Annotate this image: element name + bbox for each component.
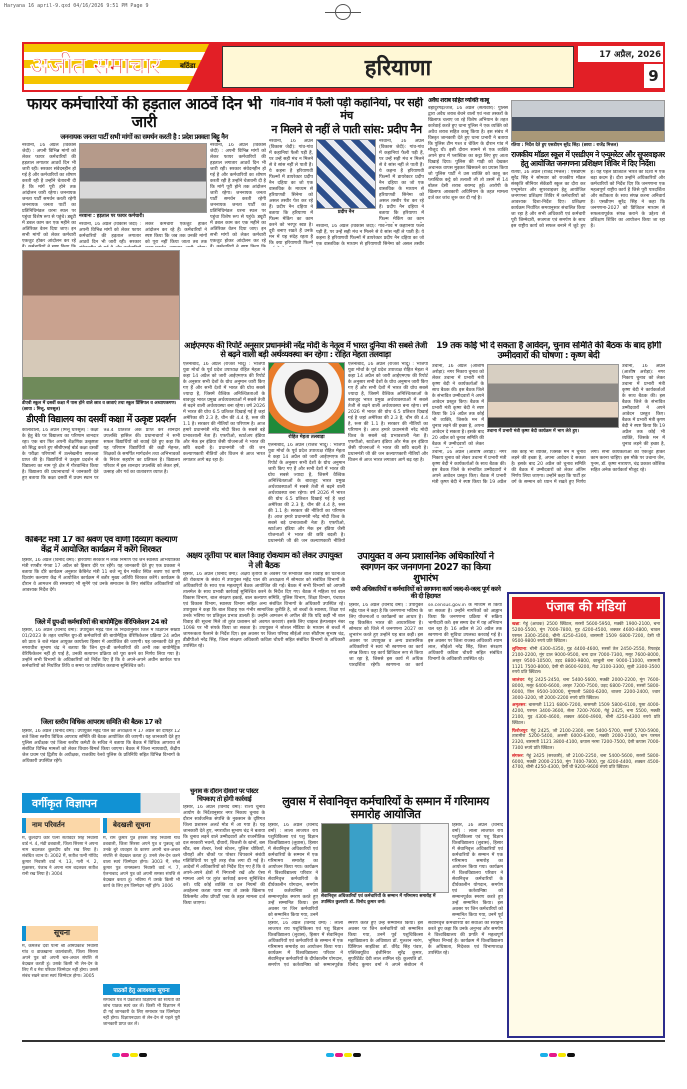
article-census-training	[511, 100, 665, 316]
headline-luvas-ceremony: लुवास में सेवानिवृत्त कर्मचारियों के सम्मान में गरिमामय समारोह आयोजित	[282, 795, 489, 822]
imf-middle	[268, 362, 345, 543]
caption-fire-strike: नरवाना : हड़ताल पर फायर कर्मचारी।	[79, 214, 145, 220]
left-briefs	[22, 536, 180, 788]
mandi-city: अमृतसर	[512, 703, 526, 709]
mandi-city: खन्ना	[512, 622, 520, 627]
classified-name-change-header: नाम परिवर्तन	[22, 818, 100, 833]
headline-cabinet-minister: कैबिनेट मंत्री 17 को श्रवण एवं वाणी दिव्यांग कल्याण केंद्र में आयोजित कार्यक्रम में करेंगे शिरकत	[25, 536, 177, 555]
mandi-city: लुधियाना	[512, 647, 527, 653]
article-liquor	[428, 97, 508, 325]
article-body-poster-action: हिसार, 16 अप्रैल (विनोद वर्मा): राज्य चुनाव आयोग के निर्देशानुसार नगर निकाय चुनाव के दौरान सार्वजनिक संपत्ति के नुकसान के दृष्टिगत जिला प्रशासन अलर्ट मोड में आ गया है। यह जानकारी देते हुए, नगराधीश सुभाष चंद्र ने बताया कि चुनाव लड़ने वाले उम्मीदवारों और राजनीतिक दल सरकारी भवनों, दीवारों, बिजली के खंभों, बस स्टैंड, बस शेल्टर, रेलवे स्टेशन, पुलिस चौकियों, चौराहों और चौकों पर पोस्टर चिपकाने संबंधी गतिविधियों पर पूरी तरह रोक लगा दी गई है। आदेशों में अधिकारियों को निर्देश दिए गए हैं कि वे अपने-अपने क्षेत्रों में निगरानी रखें और ऐसा मामला आने पर तुरंत कार्रवाई करना सुनिश्चित करें। यदि कोई व्यक्ति या दल नियमों की अवहेलना करता पाया गया तो उसके खिलाफ डिफेसमेंट ऑफ प्रॉपर्टी एक्ट के तहत मामला दर्ज किया जाएगा।	[183, 805, 265, 907]
subhead-census-2027: सभी अधिकारियों व कर्मचारियों को स्वगणना कार्य जल्द-से-जल्द पूर्ण करने की दी हिदायत	[350, 585, 501, 601]
article-body-luvas-b: हिसार, 16 अप्रैल (विनोद वर्मा) : लाला लाजपत राय पशुचिकित्सा एवं पशु विज्ञान विश्वविद्यालय (लुवास), हिसार में सेवानिवृत्त अधिकारियों एवं कर्मचारियों के सम्मान में एक गरिमामय समारोह का आयोजन किया गया। कार्यक्रम में विश्वविद्यालय परिवार ने सेवानिवृत्त कर्मचारियों के दीर्घकालीन योगदान, समर्पण एवं कर्तव्यनिष्ठा को सम्मानपूर्वक स्मरण करते हुए उन्हें सम्मानित किया। इस अवसर पर जिन कर्मचारियों को सम्मानित किया गया, उनमें पूर्व	[452, 823, 503, 919]
mandi-list	[512, 622, 660, 771]
photo-dav-students	[22, 250, 180, 400]
photo-fire-strikers	[79, 143, 207, 213]
article-child-marriage	[183, 551, 345, 782]
subhead-pradeep-nain: न मिलने से नहीं ले पाती सांस: प्रदीप नैन	[271, 123, 422, 137]
page-number: 9	[644, 64, 663, 88]
article-dav-result	[22, 250, 180, 532]
article-body-biometric: हिसार, 16 अप्रैल (विनोद वर्मा): उपायुक्त महेंद्र पाल के निर्देशानुसार जिले में विज्ञापन संख्या 01/2023 के तहत चयनित ग्रुप-डी कर्मचारियों की बायोमैट्रिक वेरिफिकेशन प्रक्रिया 24 अप्रैल को प्रातः 9 बजे मंडल आयुक्त कार्यालय हिसार में आयोजित की जाएगी। यह जानकारी देते हुए नगराधीश सुभाष चंद्र ने बताया कि जिन ग्रुप-डी कर्मचारियों की अभी तक बायोमैट्रिक वेरिफिकेशन नहीं हो पाई है, उनकी सत्यापन प्रक्रिया को पूरा करने का निर्णय लिया गया है। उन्होंने सभी विभागों के अधिकारियों को निर्देश दिए हैं कि वे अपने-अपने अधीन कार्यरत पात्र कर्मचारियों को निर्धारित तिथि व समय पर उपस्थित करवाना सुनिश्चित करें।	[22, 628, 180, 670]
headline-poster-action: चुनाव के दौरान दीवारों पर पोस्टर चिपकाए तो होगी कार्रवाई	[189, 788, 258, 803]
edition-label: बठिंडा	[180, 62, 196, 70]
headline-krishan-bedi: 19 तक कोई भी दे सकता है आवेदन, चुनाव समिति की बैठक के बाद होगी उम्मीदवारों की घोषणा : कृष्ण बेदी	[436, 341, 661, 362]
luvas-photo-block	[321, 823, 449, 919]
imf-columns	[183, 362, 428, 543]
article-body-luvas-a: हिसार, 16 अप्रैल (विनोद वर्मा) : लाला लाजपत राय पशुचिकित्सा एवं पशु विज्ञान विश्वविद्यालय (लुवास), हिसार में सेवानिवृत्त अधिकारियों एवं कर्मचारियों के सम्मान में एक गरिमामय समारोह का आयोजन किया गया। कार्यक्रम में विश्वविद्यालय परिवार ने सेवानिवृत्त कर्मचारियों के दीर्घकालीन योगदान, समर्पण एवं कर्तव्यनिष्ठा को सम्मानपूर्वक स्मरण करते हुए उन्हें सम्मानित किया। इस अवसर पर जिन कर्मचारियों को सम्मानित किया गया, उनमें	[268, 823, 318, 919]
photo-census-training	[511, 100, 665, 142]
readers-notice-text: समाचार पत्र में प्रकाशित विज्ञापनों की सत्यता की जांच पाठक स्वयं कर लें। किसी भी विज्ञापन में दी गई जानकारी के लिए समाचार पत्र जिम्मेदार नहीं होगा। विज्ञापनदाता से लेन-देन से पहले पूरी जानकारी प्राप्त कर लें।	[103, 998, 180, 1027]
headline-census-2027: उपायुक्त व अन्य प्रशासनिक अधिकारियों ने स्वगणन कर जनगणना 2027 का किया शुभारंभ	[357, 551, 494, 585]
classified-eviction-text: मैं, राम कुमार पुत्र हरबंस सिंह निवासी गांव डबवाली, जिला सिरसा अपने पुत्र व पुत्रवधू को उनके बुरे व्यवहार के कारण अपनी चल-अचल संपत्ति से बेदखल करता हूं। उनसे लेन-देन करने वाला स्वयं जिम्मेदार होगा। 3003 मैं, रमेश कुमार पुत्र रामस्वरूप निवासी वार्ड नं. 7, ऐलनाबाद अपने पुत्र को अपनी समस्त संपत्ति से बेदखल करता हूं। भविष्य में उसके किसी भी कार्य के लिए हम जिम्मेदार नहीं होंगे। 3006	[103, 836, 180, 889]
caption-luvas-ceremony: सेवानिवृत्त अधिकारियों एवं कर्मचारियों के सम्मान में गरिमामय समारोह में उपस्थित कुलपति डॉ. विनोद कुमार वर्मा।	[321, 894, 436, 906]
punjab-mandi-title: पंजाब की मंडियां	[512, 597, 660, 619]
mandi-city: जालंधर	[512, 678, 524, 684]
mandi-entry	[512, 754, 660, 771]
classified-notice-text: मैं, कमलेश देवी पत्नी श्री ओमप्रकाश निवासी गांव व डाकखाना कालांवाली, जिला सिरसा अपने पुत्र को अपनी चल-अचल संपत्ति से बेदखल करती हूं। उसके किसी भी लेन-देन के लिए मैं व मेरा परिवार जिम्मेदार नहीं होगा। उससे संबंध रखने वाला स्वयं जिम्मेदार होगा। 3005	[22, 944, 98, 979]
article-body-imf-c: ऐलनाबाद, 16 अप्रैल (राजेश भादू) : भाजपा युवा मोर्चा के पूर्व प्रदेश उपाध्यक्ष रोहित मेहता ने कहा 14 अप्रैल को जारी आईएमएफ की रिपोर्ट के अनुसार सभी देशों के ग्रोथ अनुमान जारी किए गए हैं और सभी देशों में भारत की ग्रोथ सबसे ज्यादा है, जिसमें वैश्विक अनिश्चितताओं के बावजूद भारत प्रमुख अर्थव्यवस्थाओं में सबसे तेजी से बढ़ने वाली अर्थव्यवस्था बना रहेगा। वर्ष 2026 में भारत की ग्रोथ 6.5 प्रतिशत दिखाई गई है जहां अमेरिका की 2.3 है, चीन की 4.4 है, रूस की 1.1 है। सरकार की नीतियों का परिणाम है। आज हमारे प्रधानमंत्री नरेंद्र मोदी विश्व के सबसे बड़े प्रभावशाली नेता हैं। एफपीओ, स्टार्टअप इंडिया और मेक इन इंडिया जैसी योजनाओं ने भारत की छवि बदली है। प्रधानमंत्री जी की जन कल्याणकारी नीतियों और विजन से आज भारत लगातार आगे बढ़ रहा है।	[348, 361, 428, 463]
color-registration-bar	[22, 1052, 665, 1058]
paper-logo: अजीत समाचार	[30, 51, 160, 80]
mandi-city: संगरूर	[512, 753, 523, 759]
article-fire-strike	[22, 96, 266, 247]
article-pradeep-nain	[269, 97, 424, 247]
article-body-bedi-a: उचाना, 16 अप्रैल (आशीष अरोड़ा): नगर निकाय चुनाव को लेकर उचाना में प्रभारी मंत्री कृष्ण बेदी ने कार्यकर्ताओं के साथ बैठक की। इस बैठक जिले के संभावित उम्मीदवारों ने अपने आवेदन प्रस्तुत किए। बैठक में प्रभारी मंत्री कृष्ण बेदी ने स्पष्ट किया कि 19 अप्रैल तक कोई भी व्यक्ति, जिसके मन में चुनाव लड़ने की इच्छा है, अपना आवेदन दे सकता है। इसके बाद 20 अप्रैल को चुनाव समिति की बैठक में उम्मीदवारों को लेकर	[432, 363, 484, 447]
headline-pradeep-nain: गांव-गांव में फैली पड़ी कहानियां, पर सही मंच	[270, 97, 423, 122]
headline-liquor: अवैध शराब सहित व्यक्ति काबू	[428, 97, 489, 104]
fire-strike-columns	[22, 143, 266, 247]
article-luvas-ceremony	[268, 795, 503, 1036]
mandi-rates: : गेहूं 2425, जौ 2100-2300, चना 5400-5700, सरसों 5700-5900, तारामीरा 5200-5400, अलसी 6000-6300, मक्की 2000-2100, धान परमल 2320, बासमती 1121 3800-4100, कपास नरमा 7200-7500, देसी कपास 7000-7300 रुपये प्रति क्विंटल।	[512, 728, 660, 751]
classified-name-change-text: मैं, कुलदीप कौर पत्नी सतविंदर सिंह निवासी वार्ड नं. 4, मंडी डबवाली, जिला सिरसा ने अपना नाम बदलकर कुलदीप कौर रख लिया है। संबंधित ध्यान दें। 3002 मैं, सतीश पत्नी गोविंद कुमार निवासी वार्ड नं. 13, गली नं. 2, मुक्तसर, पंजाब ने अपना नाम बदलकर सतीश रानी रख लिया है। 3004	[22, 836, 98, 877]
classified-notice-header: सूचना	[22, 926, 98, 941]
article-census-2027	[349, 551, 502, 782]
article-body-cabinet-minister: हिसार, 16 अप्रैल (विनोद वर्मा): हरियाणा सरकार में लोक निर्माण एवं जन स्वास्थ्य अभियांत्रिकी मंत्री रणबीर गंगवा 17 अप्रैल को हिसार दौरे पर रहेंगे। यह जानकारी देते हुए एक प्रवक्ता ने बताया कि दौरे कार्यक्रम अनुसार कैबिनेट मंत्री 11 बजे न्यू ग्रेन मार्केट स्थित श्रवण एवं वाणी दिव्यांग कल्याण केंद्र में आयोजित कार्यक्रम में बतौर मुख्य अतिथि शिरकत करेंगे। कार्यक्रम के दौरान वे आमजन की समस्याएं भी सुनेंगे एवं उनके समाधान के लिए संबंधित अधिकारियों को आवश्यक निर्देश देंगे।	[22, 557, 180, 593]
pradeep-photo-block	[316, 139, 376, 223]
photo-luvas-ceremony	[321, 823, 449, 893]
classified-header: वर्गीकृत विज्ञापन	[22, 793, 180, 813]
pradeep-columns	[269, 139, 424, 247]
mandi-rates: : बासमती 1121 6800-7200, बासमती 1509 5800-6100, पूसा 4000-4200, परमल 3400-3600, सेला 7200-7600, गेहूं 2425, चना 5500, मक्की 2100, गुड़ 4300-4600, शक्कर 4600-4900, चीनी 4250-4300 रुपये प्रति क्विंटल।	[512, 703, 660, 726]
section-title: हरियाणा	[222, 46, 574, 88]
headline-census-training: राजकीय मॉडल स्कूल में एसडीएम ने एन्यूमरेटर और सुपरवाइजर हेतु आयोजित जनगणना प्रशिक्षण शिविर में दिए निर्देश।	[511, 150, 665, 168]
readers-notice-header: पाठकों हेतु आवश्यक सूचना	[103, 984, 180, 995]
mandi-entry	[512, 678, 660, 701]
mandi-entry	[512, 729, 660, 752]
article-body-pradeep-a: नरवाना, 16 अप्रैल (विकास जेदी): गांव-गांव में कहानियां फैली पड़ी हैं, पर उन्हें सही मंच न मिलने से वे सांस नहीं ले पाती हैं। ये कहना है हरियाणवी फिल्मों में डायरेक्टर प्रदीप नैन दहिया का जो एक वास्तविक के माध्यम से हरियाणवी सिनेमा को असल तस्वीर पेश कर रहे हैं। प्रदीप नैन दहिया ने बताया कि हरियाणा में फिल्म मेकिंग का काम करने को भरपूर स्वप्न है। दूरी बनाए रखते हैं उनके मन में यह संदेह रहता है कि क्या हरियाणवी फिल्में	[269, 138, 313, 246]
article-body-fire-strike-b: नरवाना, 16 अप्रैल (विकास जेदी) : अपनी विभिन्न मांगों को लेकर फायर कर्मचारियों की हड़ताल लगातार आठवें दिन भी जारी रही। सरकार संवेदनहीन हो गई है और कर्मचारियों का शोषण करती रही है उन्होंने चेतावनी दी है कि मांगें पूरी होने तक आंदोलन जारी रहेगा। जननायक जनता पार्टी समर्थन करती रहेगी जननायक जनता पार्टी का प्रतिनिधिमंडल धरना स्थल पर पहुंचा विशेष रूप से पहुंचे। ड्यूटी में डबल काम कर एक महीने का अतिरिक्त वेतन दिया जाए। इन सभी मांगों को लेकर कर्मचारी एकजुट होकर आंदोलन कर रहे	[210, 143, 266, 245]
mandi-rates: : गेहूं (आवक) 2500 क्विंटल, सरसों 5600-5950, मक्की 1900-2100, चना 5200-5500, मूंग 7000-7800, गुड़ 4200-4500, शक्कर 4600-4800, चावल परमल 3300-3500, चीनी 4250-4300, बासमती 1509 6800-7200, देसी घी 9500-9800 रुपये प्रति क्विंटल।	[512, 622, 660, 645]
punjab-mandi-box	[507, 592, 665, 1038]
article-body-luvas-c: हिसार, 16 अप्रैल (विनोद वर्मा) : लाला लाजपत राय पशुचिकित्सा एवं पशु विज्ञान विश्वविद्यालय (लुवास), हिसार में सेवानिवृत्त अधिकारियों एवं कर्मचारियों के सम्मान में एक गरिमामय समारोह का आयोजन किया गया। कार्यक्रम में विश्वविद्यालय परिवार ने सेवानिवृत्त कर्मचारियों के दीर्घकालीन योगदान, समर्पण एवं कर्तव्यनिष्ठा को सम्मानपूर्वक स्मरण करते हुए उन्हें सम्मानित किया। इस अवसर पर जिन कर्मचारियों को सम्मानित किया गया, उनमें पूर्व पशुचिकित्सा महाविद्यालय के अधिष्ठाता डॉ. गुलशन नारंग, प्रिंसिपल साइंटिस्ट डॉ. वीरेंद्र सिंह पंवार, एक्जिक्यूटिव इंजीनियर सुरेंद्र कुमार, सुपरिंटेंडेंट देवी लाल शामिल रहे। कुलपति डॉ. विनोद कुमार वर्मा ने अपने संबोधन में सेवानिवृत्त कर्मचारियों की सेवाओं की सराहना करते हुए कहा कि उनके अनुभव और समर्पण ने विश्वविद्यालय की प्रगति में महत्वपूर्ण भूमिका निभाई है। कार्यक्रम में विश्वविद्यालय के अधिष्ठाता, निदेशक एवं विभागाध्यक्ष उपस्थित रहे।	[268, 921, 503, 969]
pradeep-right	[316, 139, 424, 247]
luvas-photo-row	[268, 823, 503, 919]
article-body-pradeep-b: नरवाना, 16 अप्रैल (विकास जेदी): गांव-गांव में कहानियां फैली पड़ी हैं, पर उन्हें सही मंच न मिलने से वे सांस नहीं ले पाती हैं। ये कहना है हरियाणवी फिल्मों में डायरेक्टर प्रदीप नैन दहिया का जो एक वास्तविक के माध्यम से हरियाणवी सिनेमा को असल तस्वीर पेश कर रहे हैं। प्रदीप नैन दहिया ने बताया कि हरियाणा में फिल्म मेकिंग का काम	[379, 138, 424, 222]
mandi-entry	[512, 647, 660, 676]
caption-census-training: रतिया : निर्देश देते हुए एसडीएम सुरेंद्र सिंह। (छाया : राजेंद्र मित्तल)	[511, 143, 619, 148]
mandi-entry	[512, 622, 660, 645]
subhead-fire-strike: जननायक जनता पार्टी सभी मांगों का समर्थन करती है : प्रदेश प्रवक्ता बिट्टू नैन	[60, 132, 228, 141]
article-body-legal-committee: हिसार, 16 अप्रैल (विनोद वर्मा): उपायुक्त महेंद्र पाल की अध्यक्षता में 17 अप्रैल को दोपहर 12 बजे जिला स्तरीय विधिक आपराध समिति की बैठक आयोजित की जाएगी। यह जानकारी देते हुए पुलिस अधीक्षक एवं जिला स्तरीय कमेटी के सचिव ने बताया कि बैठक में विधिक आपराध से संबंधित विभिन्न मामलों को लेकर विचार-विमर्श किया जाएगा। बैठक में जिला न्यायवादी, केंद्रीय जेल प्रथम एवं द्वितीय के अधीक्षक, राजकीय रेलवे पुलिस के प्रतिनिधि सहित विभिन्न विभागों के अधिकारी उपस्थित रहेंगे।	[22, 728, 180, 764]
article-body-imf-b: ऐलनाबाद, 16 अप्रैल (राजेश भादू) : भाजपा युवा मोर्चा के पूर्व प्रदेश उपाध्यक्ष रोहित मेहता ने कहा 14 अप्रैल को जारी आईएमएफ की रिपोर्ट के अनुसार सभी देशों के ग्रोथ अनुमान जारी किए गए हैं और सभी देशों में भारत की ग्रोथ सबसे ज्यादा है, जिसमें वैश्विक अनिश्चितताओं के बावजूद भारत प्रमुख अर्थव्यवस्थाओं में सबसे तेजी से बढ़ने वाली अर्थव्यवस्था बना रहेगा। वर्ष 2026 में भारत की ग्रोथ 6.5 प्रतिशत दिखाई गई है जहां अमेरिका की 2.3 है, चीन की 4.4 है, रूस की 1.1 है। सरकार की नीतियों का परिणाम है। आज हमारे प्रधानमंत्री नरेंद्र मोदी विश्व के सबसे बड़े प्रभावशाली नेता हैं। एफपीओ, स्टार्टअप इंडिया और मेक इन इंडिया जैसी योजनाओं ने भारत की छवि बदली है। प्रधानमंत्री जी की जन कल्याणकारी नीतियों	[268, 442, 345, 543]
print-slug: Haryana 16 april-9.qxd 04/16/2026 9:51 PM Page 9	[4, 3, 149, 9]
headline-dav-result: डीएवी विद्यालय का दसवीं कक्षा में उत्कृष्ट प्रदर्शन	[26, 414, 176, 425]
mandi-rates: : गेहूं 2425-2450, चना 5400-5600, मक्की 2000-2200, मूंग 7600-8000, मसूर 6400-6600, अरहर 7200-7500, उड़द 6800-7200, सरसों 5800-6000, तिल 9500-10000, मूंगफली 5800-6200, बाजरा 2200-2400, ज्वार 3000-3200, जौ 2000-2200 रुपये प्रति क्विंटल।	[512, 678, 660, 701]
article-body-dav-result: कालांवाली, 16 अप्रैल (मित्तू धारसूल) : कक्षा के हेतु बैठे पर विद्यालय का परिणाम शानदार रहा। एक बार फिर अपनी शैक्षणिक उत्कृष्टता को सिद्ध करते हुए सीबीएसई बोर्ड कक्षा दसवीं के परीक्षा परिणामों में उल्लेखनीय सफलता प्राप्त की है। विद्यार्थियों ने उत्कृष्ट प्रदर्शन से विद्यालय का नाम पूरे क्षेत्र में गौरवान्वित किया है। विद्यालय की प्रधानाचार्या ने जानकारी देते हुए बताया कि कक्षा दसवीं में प्रथम स्थान पर 98.4 प्रतिशत अंक प्राप्त कर शानदार उपलब्धि हासिल की। प्रधानाचार्या ने सभी सफल विद्यार्थियों को बधाई देते हुए कहा कि यह परिणाम विद्यार्थियों की कड़ी मेहनत, शिक्षकों के समर्पित मार्गदर्शन तथा अभिभावकों के निरंतर सहयोग का प्रतिफल है। विद्यालय परिवार में इस शानदार उपलब्धि को लेकर हर्ष, उत्साह और गर्व का वातावरण व्याप्त है।	[22, 427, 180, 481]
headline-child-marriage: अक्षय तृतीया पर बाल विवाह रोकथाम को लेकर उपायुक्त ने ली बैठक	[186, 551, 342, 570]
classified-eviction-header: बेदखली सूचना	[103, 818, 180, 833]
issue-date: 17 अप्रैल, 2026	[578, 46, 663, 62]
fire-strike-middle	[79, 143, 207, 247]
article-body-fire-strike-a: नरवाना, 16 अप्रैल (विकास जेदी) : अपनी विभिन्न मांगों को लेकर फायर कर्मचारियों की हड़ताल लगातार आठवें दिन भी जारी रही। सरकार संवेदनहीन हो गई है और कर्मचारियों का शोषण करती रही है उन्होंने चेतावनी दी है कि मांगें पूरी होने तक आंदोलन जारी रहेगा। जननायक जनता पार्टी समर्थन करती रहेगी जननायक जनता पार्टी का प्रतिनिधिमंडल धरना स्थल पर पहुंचा विशेष रूप से पहुंचे। ड्यूटी में डबल काम कर एक महीने का अतिरिक्त वेतन दिया जाए। इन सभी मांगों को लेकर कर्मचारी एकजुट होकर आंदोलन कर रहे	[22, 143, 76, 245]
registration-mark-line	[325, 12, 361, 13]
headline-fire-strike: फायर कर्मचारियों की हड़ताल आठवें दिन भी जारी	[26, 96, 262, 131]
photo-krishan-bedi	[487, 364, 619, 428]
mandi-city: फिरोजपुर	[512, 728, 528, 734]
article-body-liquor: बहादुरगढ़/जेजे, 16 अप्रैल (सत्यवीर): पुलिस द्वारा अवैध शराब बेचने वालों एवं नशा तस्करों के खिलाफ चलाए जा रहे विशेष अभियान के तहत कार्रवाई करते हुए थाना पुलिस ने एक व्यक्ति को अवैध शराब सहित काबू किया है। इस संबंध में विस्तृत जानकारी देते हुए थाना प्रभारी ने बताया कि पुलिस टीम गश्त व चेकिंग के दौरान गांव में मौजूद थी। इसी दौरान सामने से एक व्यक्ति अपने हाथ में प्लास्टिक का कट्टा लिए हुए आता दिखाई दिया। पुलिस की गाड़ी को देखकर अचानक वापस मुड़कर खिसकने का प्रयास किया जो पुलिस पार्टी ने उस व्यक्ति को काबू कर प्लास्टिक कट्टे को तलाशी ली तो उसमें से 14 बोतल देसी शराब बरामद हुई। आरोपी के खिलाफ आबकारी अधिनियम के तहत मामला दर्ज कर जांच शुरू कर दी गई है।	[428, 106, 508, 202]
caption-dav-students: डीएवी स्कूल में दसवीं कक्षा में पास होने वाले छात्र व छात्राएं तथा स्कूल प्रिंसिपल व अध्यापकगण। (छाया : मित्तू, धारसूल)	[22, 401, 177, 412]
article-body-census-2027: हिसार, 16 अप्रैल (विनोद वर्मा) : उपायुक्त महेंद्र पाल ने कहा है कि जनगणना भविष्य के लिए योजनाओं व कार्यक्रमों का आधार है। यह विकसित भारत की आधारशिला है। सोमवार को जिले में जनगणना 2027 का शुभारंभ करते हुए उन्होंने यह बात कही। इस अवसर पर उपायुक्त व अन्य प्रशासनिक अधिकारियों ने स्वयं भी स्वगणना का कार्य संपन्न किया। यह कार्य डिजिटल रूप से किया जा रहा है, जिससे इस कार्य में अधिक पारदर्शिता रहेगी। स्वगणना का कार्य se.census.gov.in के माध्यम से किया जा सकता है। उन्होंने नागरिकों को आह्वान किया कि जनगणना प्रक्रिया में सक्रिय भागीदारी करें। इस समय देश में यह अभियान चल रहा है। 16 अप्रैल से 30 अप्रैल तक स्वगणना की सुविधा उपलब्ध करवाई गई है। इस अवसर पर जिला राजस्व अधिकारी श्याम लाल, सीईओ नरेंद्र सिंह, जिला संरक्षण अधिकारी कविता चौधरी सहित संबंधित विभागों के अधिकारी उपस्थित रहे।	[349, 602, 502, 668]
article-body-child-marriage: हिसार, 16 अप्रैल (विनोद वर्मा): अक्षय तृतीया के अवसर पर संभावित बाल विवाह की घटनाओं की रोकथाम के संबंध में उपायुक्त महेंद्र पाल की अध्यक्षता में सोमवार को संबंधित विभागों के अधिकारियों के साथ एक महत्वपूर्ण बैठक आयोजित की गई। बैठक में सभी विभागों को आपसी तालमेल के साथ प्रभावी कार्रवाई सुनिश्चित करने के निर्देश दिए गए। बैठक में महिला एवं बाल विकास विभाग, बाल संरक्षण इकाई, बाल कल्याण समिति, पुलिस विभाग, शिक्षा विभाग, पंचायत एवं विकास विभाग, स्वास्थ्य विभाग सहित अन्य संबंधित विभागों के अधिकारी उपस्थित रहे। उपायुक्त ने कहा कि बाल विवाह एक गंभीर सामाजिक कुरीति है, जो बच्चों के स्वास्थ्य, शिक्षा एवं उनके भविष्य पर प्रतिकूल प्रभाव डालती है। उन्होंने आमजन से अपील की कि यदि कहीं भी बाल विवाह की सूचना मिले तो तुरंत प्रशासन को अवगत करवाएं। इसके लिए चाइल्ड हेल्पलाइन नंबर 1098 पर भी संपर्क किया जा सकता है। उपायुक्त ने सोशल मीडिया के माध्यम से बच्चों में जागरूकता फैलाने के निर्देश दिए। इस अवसर पर जिला परिषद सीईओ तथा सीटीएम सुभाष चंद्र, डीडीपीओ नरेंद्र सिंह, जिला संरक्षण अधिकारी कविता चौधरी सहित संबंधित विभागों के अधिकारी उपस्थित रहे।	[183, 572, 345, 650]
headline-legal-committee: जिला स्तरीय विधिक आपराध समिति की बैठक 17 को	[40, 718, 162, 727]
article-poster-action	[183, 788, 265, 1036]
caption-pradeep-nain: प्रदीप नैन	[337, 209, 355, 215]
article-body-bedi-c: उचाना, 16 अप्रैल (आशीष अरोड़ा): नगर निकाय चुनाव को लेकर उचाना में प्रभारी मंत्री कृष्ण बेदी ने कार्यकर्ताओं के साथ बैठक की। इस बैठक जिले के संभावित उम्मीदवारों ने अपने आवेदन प्रस्तुत किए। बैठक में प्रभारी मंत्री कृष्ण बेदी ने स्पष्ट किया कि 19 अप्रैल तक कोई भी व्यक्ति, जिसके मन में चुनाव लड़ने की इच्छा है, अपना आवेदन दे सकता है। इसके बाद 20 अप्रैल को चुनाव समिति की बैठक में उम्मीदवारों को लेकर अंतिम निर्णय लिया जाएगा। उन्होंने कहा कि पार्टी हर वर्ग के सम्मान को ध्यान में रखते हुए निर्णय लेगी। सभी कार्यकर्ताओं को एकजुट होकर काम करना चाहिए। इस मौके पर उचाना जैन, पूनम, डॉ. कृष्ण नारायण, चंद्र प्रकाश कौशिक सहित अनेक कार्यकर्ता मौजूद रहे।	[432, 449, 665, 485]
bedi-photo-row	[432, 364, 665, 448]
article-body-pradeep-c: नरवाना, 16 अप्रैल (विकास जेदी): गांव-गांव में कहानियां फैली पड़ी हैं, पर उन्हें सही मंच न मिलने से वे सांस नहीं ले पाती हैं। ये कहना है हरियाणवी फिल्मों में डायरेक्टर प्रदीप नैन दहिया का जो एक वास्तविक के माध्यम से हरियाणवी सिनेमा को असल तस्वीर	[316, 223, 424, 247]
article-body-fire-strike-c: नरवाना, 16 अप्रैल (विकास जेदी) : अपनी विभिन्न मांगों को लेकर फायर कर्मचारियों की हड़ताल लगातार आठवें दिन भी जारी रही। सरकार लेकर कर्मचारी एकजुट होकर आंदोलन कर रहे हैं। कर्मचारियों ने स्पष्ट किया कि जब तक उनकी मांगों को पूरा नहीं किया जाता तब तक	[79, 222, 207, 246]
article-body-bedi-b: उचाना, 16 अप्रैल (आशीष अरोड़ा): नगर निकाय चुनाव को लेकर उचाना में प्रभारी मंत्री कृष्ण बेदी ने कार्यकर्ताओं के साथ बैठक की। इस बैठक जिले के संभावित उम्मीदवारों ने अपने आवेदन प्रस्तुत किए। बैठक में प्रभारी मंत्री कृष्ण बेदी ने स्पष्ट किया कि 19 अप्रैल तक कोई भी व्यक्ति, जिसके मन में चुनाव लड़ने की इच्छा है,	[622, 363, 665, 447]
bottom-rule	[22, 1040, 665, 1042]
article-imf-report	[183, 341, 428, 543]
caption-rohit-mehta: रोहित मेहता तलवाड़ा	[288, 434, 325, 440]
headline-imf-report: आईएमएफ की रिपोर्ट अनुसार प्रधानमंत्री नरेंद्र मोदी के नेतृत्व में भारत दुनिया की सबसे तेजी से बढ़ने वाली बड़ी अर्थव्यवस्था बन रहेगा : रोहित मेहता तलवाड़ा	[184, 341, 427, 360]
photo-pradeep-nain	[316, 139, 376, 209]
caption-krishan-bedi: उचाना में प्रभारी मंत्री कृष्ण बेदी कार्यक्रम में भाग लेते हुए।	[487, 428, 579, 434]
mandi-rates: : चीनी 4300-4350, गुड़ 4400-4600, सरसों तेल 2450-2550, रिफाइंड 2100-2200, मूंग दाल 9000-9500, चना दाल 7000-7300, मसूर 7600-8000, अरहर 9500-10500, उड़द 8800-9800, काबुली चना 9000-11000, बासमती 1121 7500-8000, देसी घी 8600-9200, मैदा 3100-3300, सूजी 3300-3500 रुपये प्रति क्विंटल।	[512, 647, 660, 676]
headline-biometric: जिले में ग्रुप-डी कर्मचारियों की बायोमैट्रिक वेरिफिकेशन 24 को	[35, 617, 167, 626]
mandi-entry	[512, 703, 660, 726]
article-body-census-training: रतिया, 16 अप्रैल (राजेंद्र मित्तल) : एसडीएम सुरेंद्र सिंह ने सोमवार को राजकीय मॉडल संस्कृति सीनियर सेकेंडरी स्कूल का दौरा कर एन्यूमरेटर और सुपरवाइजर हेतु आयोजित जनगणना प्रशिक्षण शिविर में कर्मचारियों को आवश्यक दिशा-निर्देश दिए। प्रशिक्षण कार्यक्रम निर्धारित समयानुसार संचालित किया जा रहा है और सभी अधिकारी एवं कर्मचारी पूरी जिम्मेदारी, सजगता एवं समर्पण के साथ इस राष्ट्रीय कार्य को सफल बनाने में जुटे हुए हैं। यह पहल डिजिटल भारत की दिशा में एक बड़ा कदम है। दौरा उन्होंने अधिकारियों और कर्मचारियों को निर्देश दिए कि जनगणना एक महत्वपूर्ण राष्ट्रीय कार्य है जिसे पूरी पारदर्शिता और सटीकता के साथ संपन्न करना अनिवार्य है। एसडीएम सुरेंद्र सिंह ने कहा कि जनगणना-2027 को डिजिटल माध्यम से सफलतापूर्वक संपन्न कराने के उद्देश्य से प्रशिक्षण शिविर का आयोजन किया जा रहा है।	[511, 170, 665, 230]
photo-rohit-mehta	[268, 362, 345, 434]
pradeep-photo-row	[316, 139, 424, 223]
mandi-rates: : गेहूं 2425 (सरकारी), जौ 2100-2250, चना 5400-5600, सरसों 5800-6000, मक्की 2000-2150, मूंग 7400-7800, गुड़ 4200-4400, शक्कर 4500-4700, चीनी 4250-4300, देसी घी 9200-9600 रुपये प्रति क्विंटल।	[512, 753, 660, 771]
bedi-photo-block	[487, 364, 619, 448]
article-body-imf-a: ऐलनाबाद, 16 अप्रैल (राजेश भादू) : भाजपा युवा मोर्चा के पूर्व प्रदेश उपाध्यक्ष रोहित मेहता ने कहा 14 अप्रैल को जारी आईएमएफ की रिपोर्ट के अनुसार सभी देशों के ग्रोथ अनुमान जारी किए गए हैं और सभी देशों में भारत की ग्रोथ सबसे ज्यादा है, जिसमें वैश्विक अनिश्चितताओं के बावजूद भारत प्रमुख अर्थव्यवस्थाओं में सबसे तेजी से बढ़ने वाली अर्थव्यवस्था बना रहेगा। वर्ष 2026 में भारत की ग्रोथ 6.5 प्रतिशत दिखाई गई है जहां अमेरिका की 2.3 है, चीन की 4.4 है, रूस की 1.1 है। सरकार की नीतियों का परिणाम है। आज हमारे प्रधानमंत्री नरेंद्र मोदी विश्व के सबसे बड़े प्रभावशाली नेता हैं। एफपीओ, स्टार्टअप इंडिया और मेक इन इंडिया जैसी योजनाओं ने भारत की छवि बदली है। प्रधानमंत्री जी की जन कल्याणकारी नीतियों और विजन से आज भारत लगातार आगे बढ़ रहा है।	[183, 361, 265, 463]
